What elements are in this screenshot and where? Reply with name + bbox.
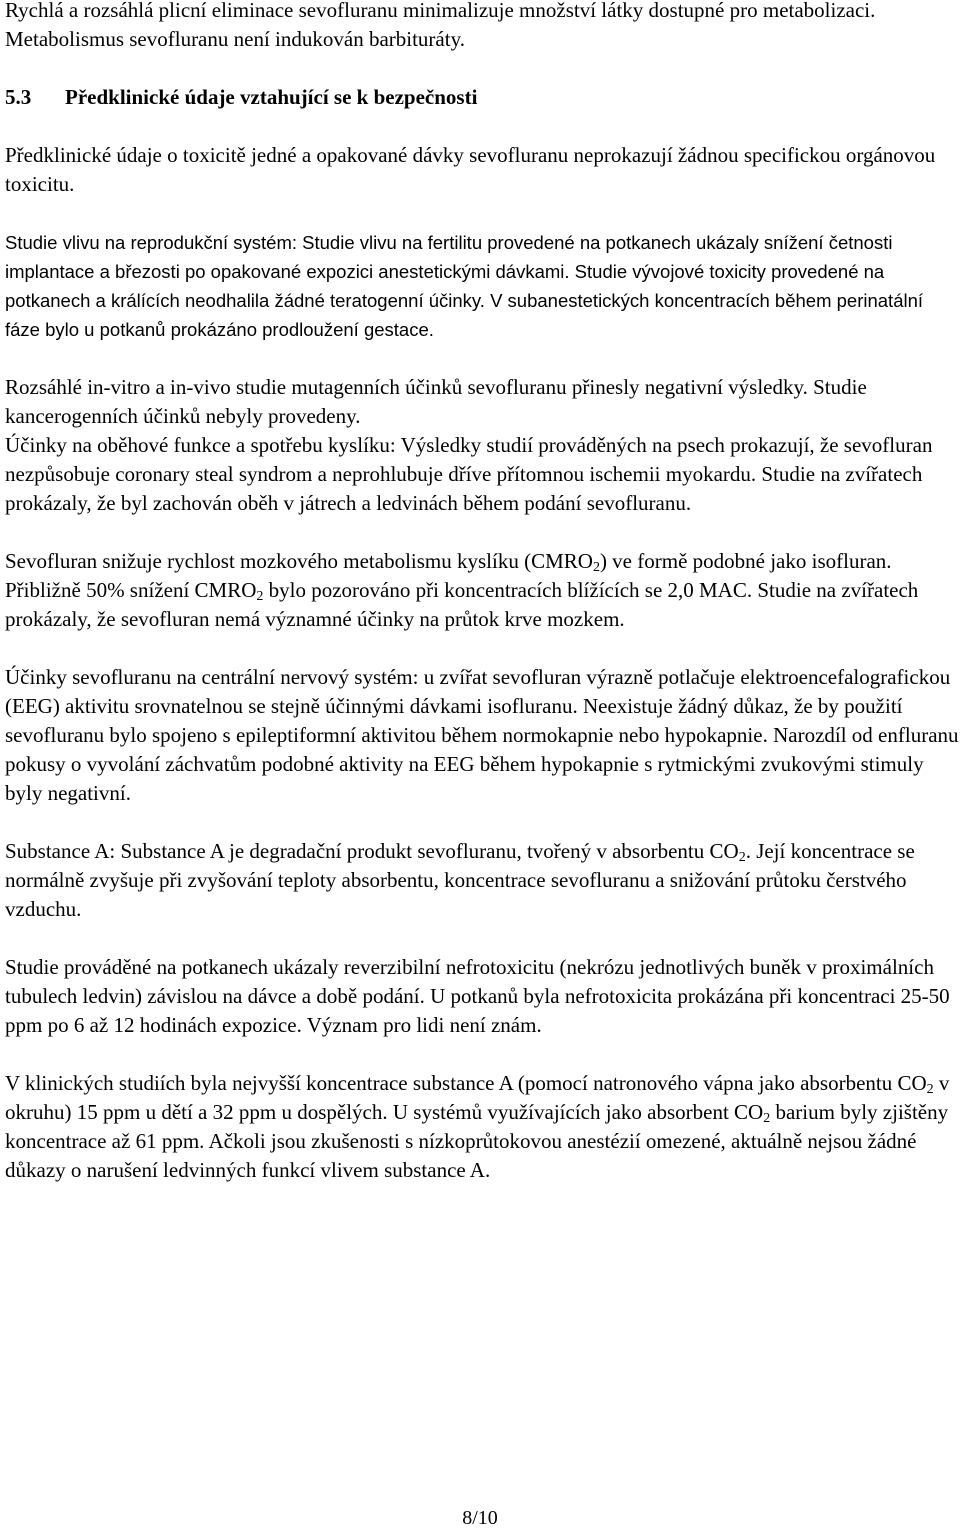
text-part: ) ve formě podobné jako isofluran. Přibližně 50% snížení CMRO [5,549,892,602]
subscript-2: 2 [256,589,264,604]
paragraph-cmro2 [5,547,960,634]
section-number: 5.3 [5,85,32,109]
intro-paragraph: Rychlá a rozsáhlá plicní eliminace sevofluranu minimalizuje množství látky dostupné pro metabolizaci. Metabolismus sevofluranu není indukován barbituráty. [5,0,876,51]
paragraph-clinical-studies [5,1069,960,1185]
paragraph-substance-a [5,837,960,924]
text-part: . Její koncentrace se normálně zvyšuje při zvyšování teploty absorbentu, koncentrace sevofluranu a snižování průtoku čerstvého vzduchu. [5,839,915,921]
section-heading [5,83,960,112]
paragraph-toxicity: Předklinické údaje o toxicitě jedné a opakované dávky sevofluranu neprokazují žádnou specifickou orgánovou toxicitu. [5,143,936,196]
paragraph-cns: Účinky sevofluranu na centrální nervový systém: u zvířat sevofluran výrazně potlačuje elektroencefalografickou (EEG) aktivitu srovnatelnou se stejně účinnými dávkami isofluranu. Neexistuje žádný důkaz, že by použití sevofluranu bylo spojeno s epileptiformní aktivitou během normokapnie nebo hypokapnie. Narozdíl od enfluranu pokusy o vyvolání záchvatům podobné aktivity na EEG během hypokapnie s rytmickými zvukovými stimuly byly negativní. [5,665,959,805]
subscript-2: 2 [738,850,746,865]
text-part: barium byly zjištěny koncentrace až 61 ppm. Ačkoli jsou zkušenosti s nízkoprůtokovou anestézií omezené, aktuálně nejsou žádné důkazy o narušení ledvinných funkcí vlivem substance A. [5,1100,949,1182]
text-part: Substance A: Substance A je degradační produkt sevofluranu, tvořený v absorbentu CO [5,839,739,863]
section-title: Předklinické údaje vztahující se k bezpečnosti [65,85,478,109]
subscript-2: 2 [763,1111,771,1126]
subscript-2: 2 [592,560,600,575]
text-part: V klinických studiích byla nejvyšší koncentrace substance A (pomocí natronového vápna jako absorbentu CO [5,1071,927,1095]
paragraph-mutagenicity: Rozsáhlé in-vitro a in-vivo studie mutagenních účinků sevofluranu přinesly negativní výsledky. Studie kancerogenních účinků nebyly provedeny. [5,375,867,428]
page-number: 8/10 [462,1507,498,1529]
text-part: bylo pozorováno při koncentracích blížících se 2,0 MAC. Studie na zvířatech prokázaly, že sevofluran nemá významné účinky na průtok krve mozkem. [5,578,919,631]
text-part: v okruhu) 15 ppm u dětí a 32 ppm u dospělých. U systémů využívajících jako absorbent CO [5,1071,950,1124]
document-body [5,0,960,1185]
paragraph-reproduction: Studie vlivu na reprodukční systém: Studie vlivu na fertilitu provedené na potkanech ukázaly snížení četnosti implantace a březosti po opakované expozici anestetickými dávkami. Studie vývojové toxicity provedené na potkanech a králících neodhalila žádné teratogenní účinky. V subanestetických koncentracích během perinatální fáze bylo u potkanů prokázáno prodloužení gestace. [5,232,924,340]
paragraph-nephrotoxicity: Studie prováděné na potkanech ukázaly reverzibilní nefrotoxicitu (nekrózu jednotlivých buněk v proximálních tubulech ledvin) závislou na dávce a době podání. U potkanů byla nefrotoxicita prokázána při koncentraci 25-50 ppm po 6 až 12 hodinách expozice. Význam pro lidi není znám. [5,955,950,1037]
paragraph-circulation: Účinky na oběhové funkce a spotřebu kyslíku: Výsledky studií prováděných na psech prokazují, že sevofluran nezpůsobuje coronary steal syndrom a neprohlubuje dříve přítomnou ischemii myokardu. Studie na zvířatech prokázaly, že byl zachován oběh v játrech a ledvinách během podání sevofluranu. [5,433,933,515]
subscript-2: 2 [926,1082,934,1097]
text-part: Sevofluran snižuje rychlost mozkového metabolismu kyslíku (CMRO [5,549,593,573]
